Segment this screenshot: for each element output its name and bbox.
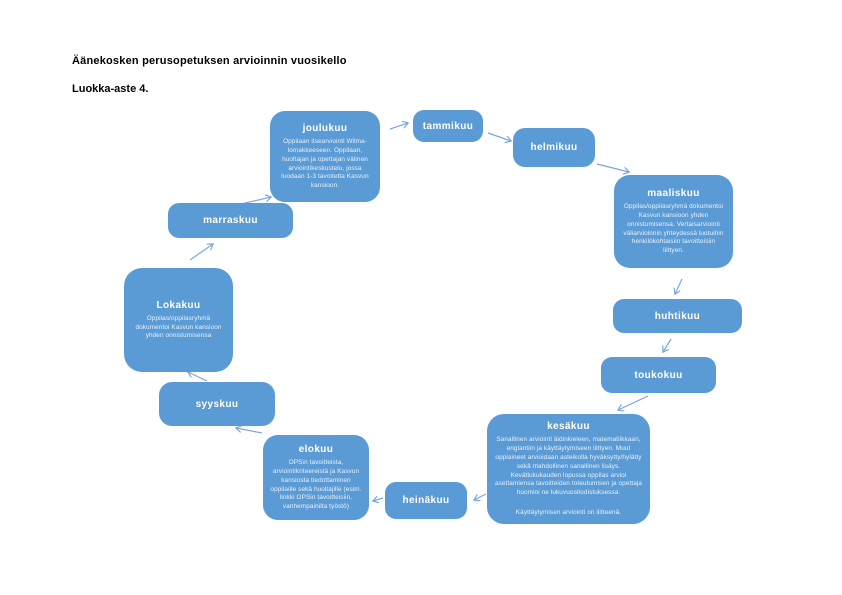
page-subtitle: Luokka-aste 4. [72, 83, 149, 95]
month-box-huhtikuu [613, 299, 742, 333]
month-label: tammikuu [422, 120, 474, 132]
month-box-heinakuu [385, 482, 467, 519]
month-box-maaliskuu [614, 175, 733, 268]
arrow-syyskuu-to-lokakuu [188, 372, 207, 381]
arrow-kesakuu-to-heinakuu [474, 494, 486, 500]
month-note-secondary: Käyttäytymisen arviointi on liitteenä. [515, 509, 622, 517]
month-label: marraskuu [203, 215, 258, 226]
month-label: heinäkuu [402, 495, 450, 506]
month-label: syyskuu [195, 398, 239, 410]
month-note: Sanallinen arviointi äidinkieleen, matematiikkaan, englantiin ja käyttäytymiseen liittyen. Muut oppiaineet arvioidaan asteikolla hyväksytty/hylätty sekä mahdollinen sanallinen lisäys. Kevätlukukauden lopussa oppilas arvioi asettamiensa tavoitteiden toteutumisen ja opettaja huomioi ne lukuvuositodistuksessa. [494, 435, 643, 497]
month-note: Oppilaan itsearviointi Wilma-lomakkeeseen. Oppilaan, huoltajan ja opettajan välinen arviointikeskustelu, jossa luodaan 1-3 tavoitetta Kasvun kansioon. [281, 137, 369, 190]
arrow-lokakuu-to-marraskuu [190, 244, 213, 260]
page-title: Äänekosken perusopetuksen arvioinnin vuosikello [72, 55, 347, 67]
arrow-maaliskuu-to-huhtikuu [675, 279, 682, 294]
month-label: toukokuu [634, 369, 683, 381]
arrow-elokuu-to-syyskuu [236, 428, 262, 433]
month-box-tammikuu [413, 110, 483, 142]
month-note: OPSin tavoitteista, arviointikriteereistä ja Kasvun kansiosta tiedottaminen oppilaille sekä huoltajille (esim. linkki OPSin tavoitteisiin, vanhempainilta työstö) [270, 458, 362, 511]
month-label: helmikuu [530, 142, 578, 153]
month-note: Oppilas/oppilasryhmä dokumentoi Kasvun kansioon yhden onnistumisensa [135, 314, 222, 340]
month-box-elokuu [263, 435, 369, 520]
month-label: joulukuu [302, 122, 348, 134]
month-note: Oppilas/oppilasryhmä dokumentoi Kasvun kansioon yhden onnistumisensa. Vertaisarviointi väliarvioinnin yhteydessä luotuihin henkilökohtaisiin tavoitteisiin liittyen. [623, 202, 724, 255]
month-label: elokuu [298, 443, 334, 455]
month-box-toukokuu [601, 357, 716, 393]
arrow-joulukuu-to-tammikuu [390, 123, 408, 129]
month-box-helmikuu [513, 128, 595, 167]
month-box-kesakuu [487, 414, 650, 524]
arrow-heinakuu-to-elokuu [373, 498, 383, 501]
month-box-joulukuu [270, 111, 380, 202]
arrow-helmikuu-to-maaliskuu [597, 164, 629, 172]
month-label: maaliskuu [647, 187, 700, 199]
month-box-marraskuu [168, 203, 293, 238]
arrow-toukokuu-to-kesakuu [618, 396, 648, 410]
arrow-tammikuu-to-helmikuu [488, 133, 511, 141]
month-label: huhtikuu [654, 310, 701, 322]
month-box-lokakuu [124, 268, 233, 372]
month-label: Lokakuu [156, 299, 201, 311]
arrow-huhtikuu-to-toukokuu [663, 339, 671, 352]
month-label: kesäkuu [547, 420, 590, 432]
month-box-syyskuu [159, 382, 275, 426]
